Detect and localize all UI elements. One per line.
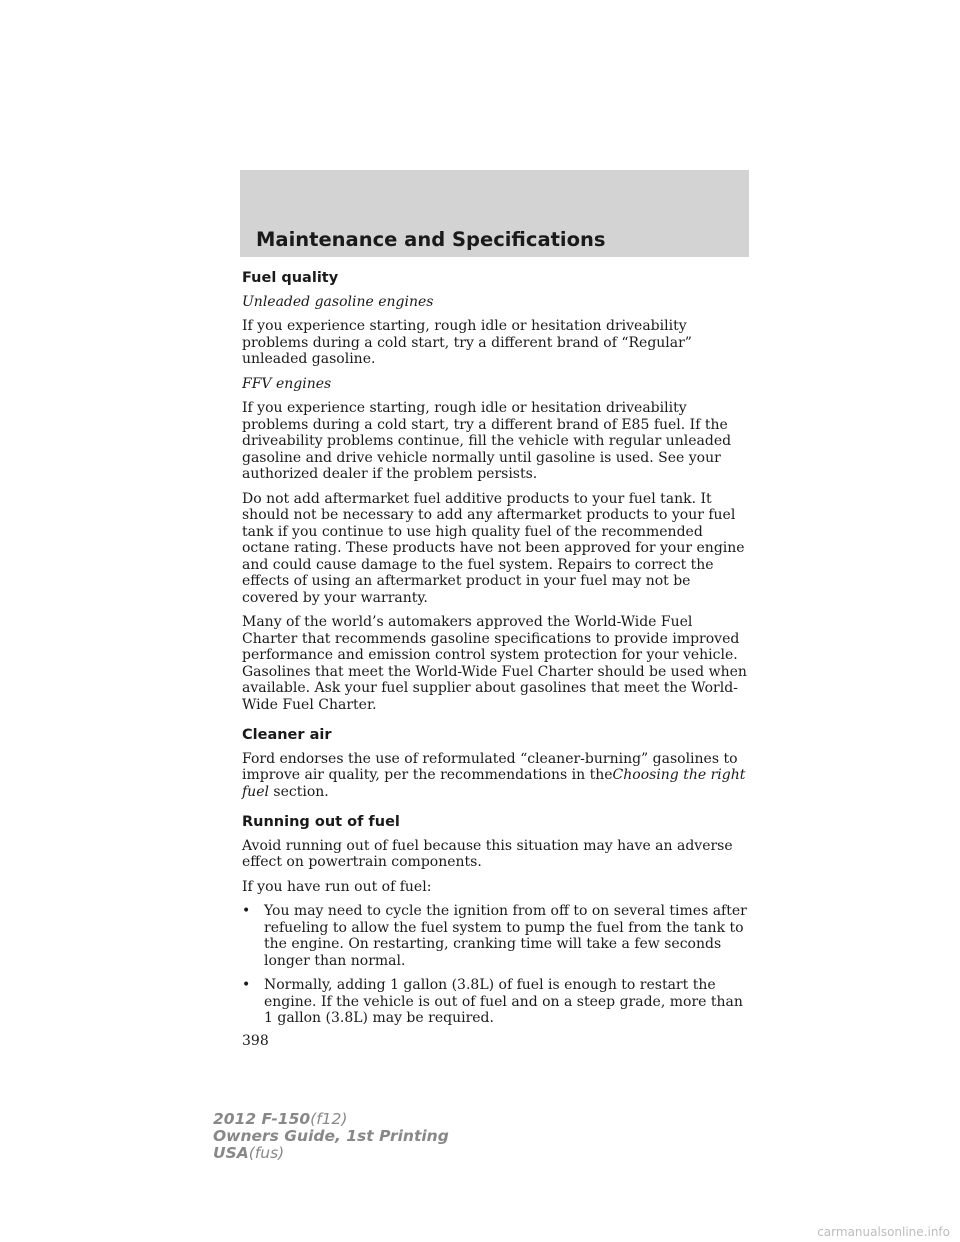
heading-fuel-quality: Fuel quality: [242, 270, 339, 286]
paragraph-cleaner-air: [242, 751, 748, 801]
paragraph-additives: Do not add aftermarket fuel additive products to your fuel tank. It should not be necessary to add any aftermarket products to your fuel tank if you continue to use high quality fuel of the recommended octane rating. These products have not been approved for your engine and could cause damage to the fuel system. Repairs to correct the effects of using an aftermarket product in your fuel may not be covered by your warranty.: [242, 490, 745, 606]
section-title: Maintenance and Specifications: [256, 228, 606, 251]
bullet-icon: •: [242, 903, 251, 919]
watermark: carmanualsonline.info: [817, 1225, 950, 1239]
list-item: [242, 977, 748, 1027]
page-number: 398: [242, 1032, 269, 1049]
footer-printing: Owners Guide, 1st Printing: [213, 1127, 449, 1145]
page-content: [242, 270, 748, 1049]
section-header-bar: [240, 170, 749, 257]
document-footer: [213, 1111, 449, 1162]
heading-cleaner-air: Cleaner air: [242, 727, 332, 743]
paragraph-fuel-charter: Many of the world’s automakers approved the World-Wide Fuel Charter that recommends gasoline specifications to provide improved performance and emission control system protection for your vehicle. Gasolines that meet the World-Wide Fuel Charter should be used when available. Ask your fuel supplier about gasolines that meet the World-Wide Fuel Charter.: [242, 614, 747, 713]
footer-model: 2012 F-150: [213, 1110, 311, 1128]
cross-reference: Choosing the right fuel: [242, 767, 746, 800]
cleaner-air-text-end: section.: [273, 783, 329, 800]
paragraph-ffv: If you experience starting, rough idle or hesitation driveability problems during a cold start, try a different brand of E85 fuel. If the driveability problems continue, fill the vehicle with regular unleaded gasoline and drive vehicle normally until gasoline is used. See your authorized dealer if the problem persists.: [242, 400, 732, 482]
paragraph-unleaded: If you experience starting, rough idle or hesitation driveability problems during a cold start, try a different brand of “Regular” unleaded gasoline.: [242, 318, 692, 367]
paragraph-running-out: Avoid running out of fuel because this situation may have an adverse effect on powertrain components.: [242, 837, 733, 870]
subheading-ffv: FFV engines: [242, 375, 332, 392]
list-item-text: You may need to cycle the ignition from off to on several times after refueling to allow the fuel system to pump the fuel from the tank to the engine. On restarting, cranking time will take a few seconds longer than normal.: [264, 903, 747, 969]
list-item-text: Normally, adding 1 gallon (3.8L) of fuel is enough to restart the engine. If the vehicle is out of fuel and on a steep grade, more than 1 gallon (3.8L) may be required.: [264, 977, 743, 1026]
footer-market-code: (fus): [248, 1144, 285, 1162]
bullet-icon: •: [242, 977, 251, 993]
list-item: [242, 903, 748, 969]
heading-running-out: Running out of fuel: [242, 814, 400, 830]
paragraph-run-out-intro: If you have run out of fuel:: [242, 878, 432, 895]
footer-market: USA: [213, 1144, 249, 1162]
footer-model-code: (f12): [310, 1110, 348, 1128]
subheading-unleaded: Unleaded gasoline engines: [242, 293, 434, 310]
cleaner-air-text: Ford endorses the use of reformulated “cleaner-burning” gasolines to improve air quality, per the recommendations in the: [242, 750, 738, 783]
